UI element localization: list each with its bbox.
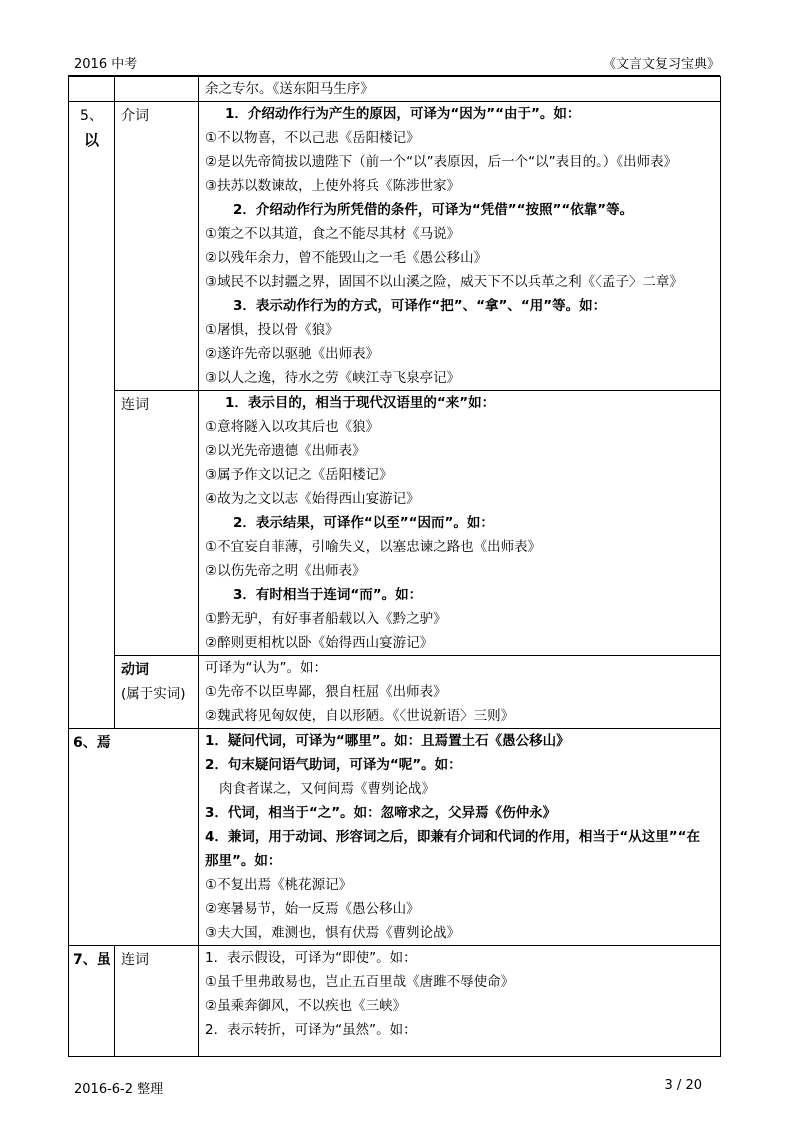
text-line: ①意将隧入以攻其后也《狼》 [205, 419, 380, 435]
cell-pos-conj [115, 391, 199, 656]
text-line: ②以伤先帝之明《出师表》 [205, 563, 366, 579]
text-line: 4．兼词，用于动词、形容词之后，即兼有介词和代词的作用，相当于“从这里”“在 [205, 829, 701, 845]
text-line: ①虽千里弗敢易也，岂止五百里哉《唐雎不辱使命》 [205, 974, 515, 990]
entry-head-yi [69, 102, 115, 729]
text-line: ①策之不以其道，食之不能尽其材《马说》 [205, 226, 461, 242]
text-line: 2．介绍动作行为所凭借的条件，可译为“凭借”“按照”“依靠”等。 [233, 202, 634, 218]
cell-content-prep [199, 102, 721, 391]
text-line: 肉食者谋之，又何间焉《曹刿论战》 [219, 781, 435, 797]
text-line: ③属予作文以记之《岳阳楼记》 [205, 467, 393, 483]
text-line: ④故为之文以志《始得西山宴游记》 [205, 491, 420, 507]
text-line: 那里”。如： [205, 853, 282, 869]
entry-head-sui [69, 946, 115, 1057]
entry-char: 7、虽 [73, 952, 111, 968]
text-line: 3．表示动作行为的方式，可译作“把”、“拿”、“用”等。如： [233, 298, 607, 314]
entry-number: 5、 [80, 108, 103, 124]
pos-label: 连词 [121, 397, 149, 413]
pos-label: 连词 [121, 952, 149, 968]
table-row-yi-conj [69, 391, 721, 656]
table-row-yi-prep [69, 102, 721, 391]
page-footer [68, 1078, 720, 1098]
text-line: ①先帝不以臣卑鄙，猥自枉屈《出师表》 [205, 684, 447, 700]
text-line: ②醉则更相枕以卧《始得西山宴游记》 [205, 635, 434, 651]
page-header [68, 54, 720, 76]
text-line: ②寒暑易节，始一反焉《愚公移山》 [205, 901, 420, 917]
table-row-yan [69, 729, 721, 946]
text-line: ①屠惧，投以骨《狼》 [205, 322, 339, 338]
text-line: ②是以先帝简拔以遗陛下（前一个“以”表原因，后一个“以”表目的。）《出师表》 [205, 154, 678, 170]
text-line: 3．有时相当于连词“而”。如： [233, 587, 423, 603]
cell-pos-prep [115, 102, 199, 391]
cell-empty [115, 77, 199, 102]
text-line: 1．表示目的，相当于现代汉语里的“来”如： [225, 395, 496, 411]
text-line: ②遂许先帝以驱驰《出师表》 [205, 346, 380, 362]
header-left: 2016 中考 [74, 57, 138, 72]
cell-content-yan [199, 729, 721, 946]
text-line: ②魏武将见匈奴使，自以形陋。《〈世说新语〉三则》 [205, 708, 515, 724]
cell-text [199, 77, 721, 102]
page-number: 3 / 20 [664, 1078, 702, 1093]
entry-char: 以 [83, 131, 99, 149]
cell-pos-sui [115, 946, 199, 1057]
text-line: 2．表示结果，可译作“以至”“因而”。如： [233, 515, 494, 531]
text-line: ③夫大国，难测也，惧有伏焉《曹刿论战》 [205, 925, 461, 941]
cell-pos-verb [115, 656, 199, 729]
text-line: ②以光先帝遗德《出师表》 [205, 443, 366, 459]
content-table [68, 76, 721, 1057]
entry-char: 6、焉 [73, 735, 111, 751]
text-line: ①不复出焉《桃花源记》 [205, 877, 353, 893]
text-line: 余之专尔。《送东阳马生序》 [205, 81, 374, 97]
table-row-top [69, 77, 721, 102]
cell-content-verb [199, 656, 721, 729]
pos-note: (属于实词) [121, 686, 186, 702]
table-row-sui [69, 946, 721, 1057]
text-line: 1．介绍动作行为产生的原因，可译为“因为”“由于”。如： [225, 106, 581, 122]
text-line: 1．表示假设，可译为“即使”。如： [205, 950, 417, 966]
text-line: ③域民不以封疆之界，固国不以山溪之险，威天下不以兵革之利《〈孟子〉二章》 [205, 274, 683, 290]
text-line: 2．表示转折，可译为“虽然”。如： [205, 1022, 417, 1038]
cell-empty [69, 77, 115, 102]
table-row-yi-verb [69, 656, 721, 729]
text-line: ②虽乘奔御风，不以疾也《三峡》 [205, 998, 407, 1014]
text-line: ①黔无驴，有好事者船载以入《黔之驴》 [205, 611, 447, 627]
text-line: 2．句末疑问语气助词，可译为“呢”。如： [205, 757, 462, 773]
text-line: 可译为“认为”。如： [205, 660, 327, 676]
text-line: ③以人之逸，待水之劳《峡江寺飞泉亭记》 [205, 370, 461, 386]
text-line: ①不以物喜，不以己悲《岳阳楼记》 [205, 130, 420, 146]
entry-head-yan [69, 729, 199, 946]
text-line: ③扶苏以数谏故，上使外将兵《陈涉世家》 [205, 178, 461, 194]
header-right: 《文言文复习宝典》 [602, 57, 720, 72]
text-line: 3．代词，相当于“之”。如：忽啼求之，父异焉《伤仲永》 [205, 805, 557, 821]
cell-content-sui [199, 946, 721, 1057]
text-line: ①不宜妄自菲薄，引喻失义，以塞忠谏之路也《出师表》 [205, 539, 542, 555]
text-line: 1．疑问代词，可译为“哪里”。如：且焉置土石《愚公移山》 [205, 733, 570, 749]
footer-left: 2016-6-2 整理 [74, 1082, 164, 1097]
text-line: ②以残年余力，曾不能毁山之一毛《愚公移山》 [205, 250, 488, 266]
pos-label: 介词 [121, 108, 149, 124]
pos-label: 动词 [121, 662, 149, 678]
cell-content-conj [199, 391, 721, 656]
